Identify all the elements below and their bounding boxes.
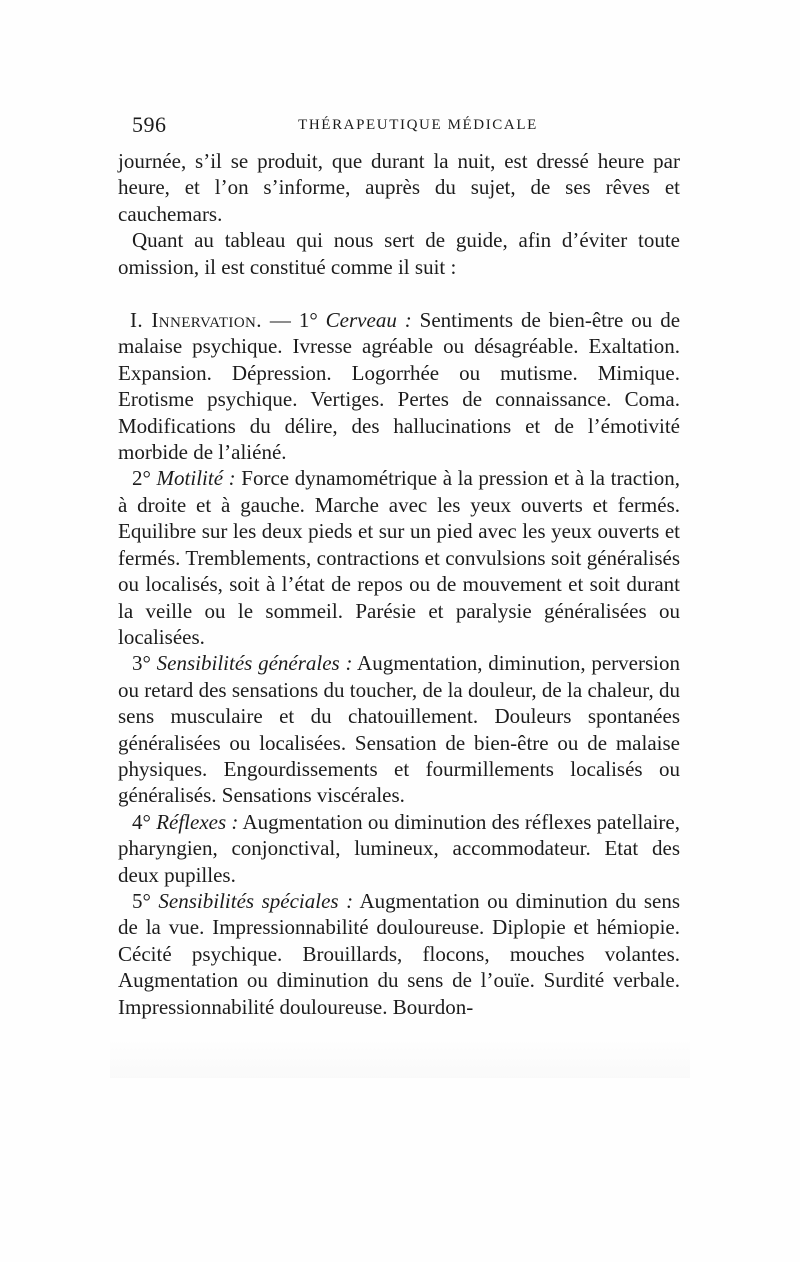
item-number: 3° — [132, 651, 151, 676]
paragraph-continuation: journée, s’il se produit, que durant la nuit, est dressé heure par heure, et l’on s’informe, auprès du sujet, de ses rêves et cauchemars. — [118, 149, 680, 226]
item-text-motilite: Force dynamométrique à la pression et à la traction, à droite et à gauche. Marche avec les yeux ouverts et fermés. Equilibre sur les deux pieds et sur un pied avec les yeux ouverts et fermés. Tremblements, contractions et convulsions soit généralisés ou localisés, soit à l’état de repos ou de mouvement et soit durant la veille ou le sommeil. Parésie et paralysie généralisées ou localisées. — [118, 466, 680, 649]
item-text-sensibilites-generales: Augmentation, diminution, perversion ou retard des sensations du toucher, de la douleur, de la chaleur, du sens musculaire et du chatouillement. Douleurs spontanées généralisées ou localisées. Sensation de bien-être ou de malaise physiques. Engourdissements et fourmillements localisés ou généralisés. Sensations viscérales. — [118, 651, 680, 808]
section-gap — [118, 280, 680, 307]
item-text-sensibilites-speciales: Augmentation ou diminution du sens de la vue. Impressionnabilité douloureuse. Diplopie et hémiopie. Cécité psychique. Brouillards, flocons, mouches volantes. Augmentation ou diminution du sens de l’ouïe. Surdité verbale. Impressionnabilité douloureuse. Bourdon- — [118, 888, 680, 1019]
item-title-reflexes: Réflexes : — [156, 809, 239, 834]
section-motilite — [118, 465, 680, 650]
item-text-cerveau: Sentiments de bien-être ou de malaise psychique. Ivresse agréable ou désagréable. Exaltation. Expansion. Dépression. Logorrhée ou mutisme. Mimique. Erotisme psychique. Vertiges. Pertes de connaissance. Coma. Modifications du délire, des hallucinations et de l’émotivité morbide de l’aliéné. — [118, 308, 681, 465]
running-head — [132, 112, 680, 142]
section-sensibilites-speciales — [118, 888, 680, 1020]
item-title-sensibilites-speciales: Sensibilités spéciales : — [158, 888, 354, 913]
section-cerveau — [118, 307, 680, 465]
paragraph-intro: Quant au tableau qui nous sert de guide, afin d’éviter toute omission, il est constitué comme il suit : — [118, 228, 680, 279]
item-title-cerveau: Cerveau : — [325, 308, 412, 333]
item-text-reflexes: Augmentation ou diminution des réflexes patellaire, pharyngien, conjonctival, lumineux, accommodateur. Etat des deux pupilles. — [118, 809, 680, 887]
item-number: 1° — [298, 308, 318, 333]
item-number: 2° — [132, 466, 151, 491]
section-sensibilites-generales — [118, 650, 680, 808]
scan-shadow — [110, 1038, 690, 1078]
running-title: THÉRAPEUTIQUE MÉDICALE — [298, 117, 538, 133]
item-title-sensibilites-generales: Sensibilités générales : — [156, 651, 353, 676]
item-number: 4° — [132, 809, 151, 834]
item-title-motilite: Motilité : — [156, 466, 236, 491]
body-text — [118, 148, 680, 1020]
section-dash: — — [261, 308, 299, 333]
section-reflexes — [118, 809, 680, 888]
section-label-innervation: I. Innervation. — [130, 308, 262, 333]
item-number: 5° — [132, 888, 151, 913]
page-number: 596 — [132, 112, 167, 137]
